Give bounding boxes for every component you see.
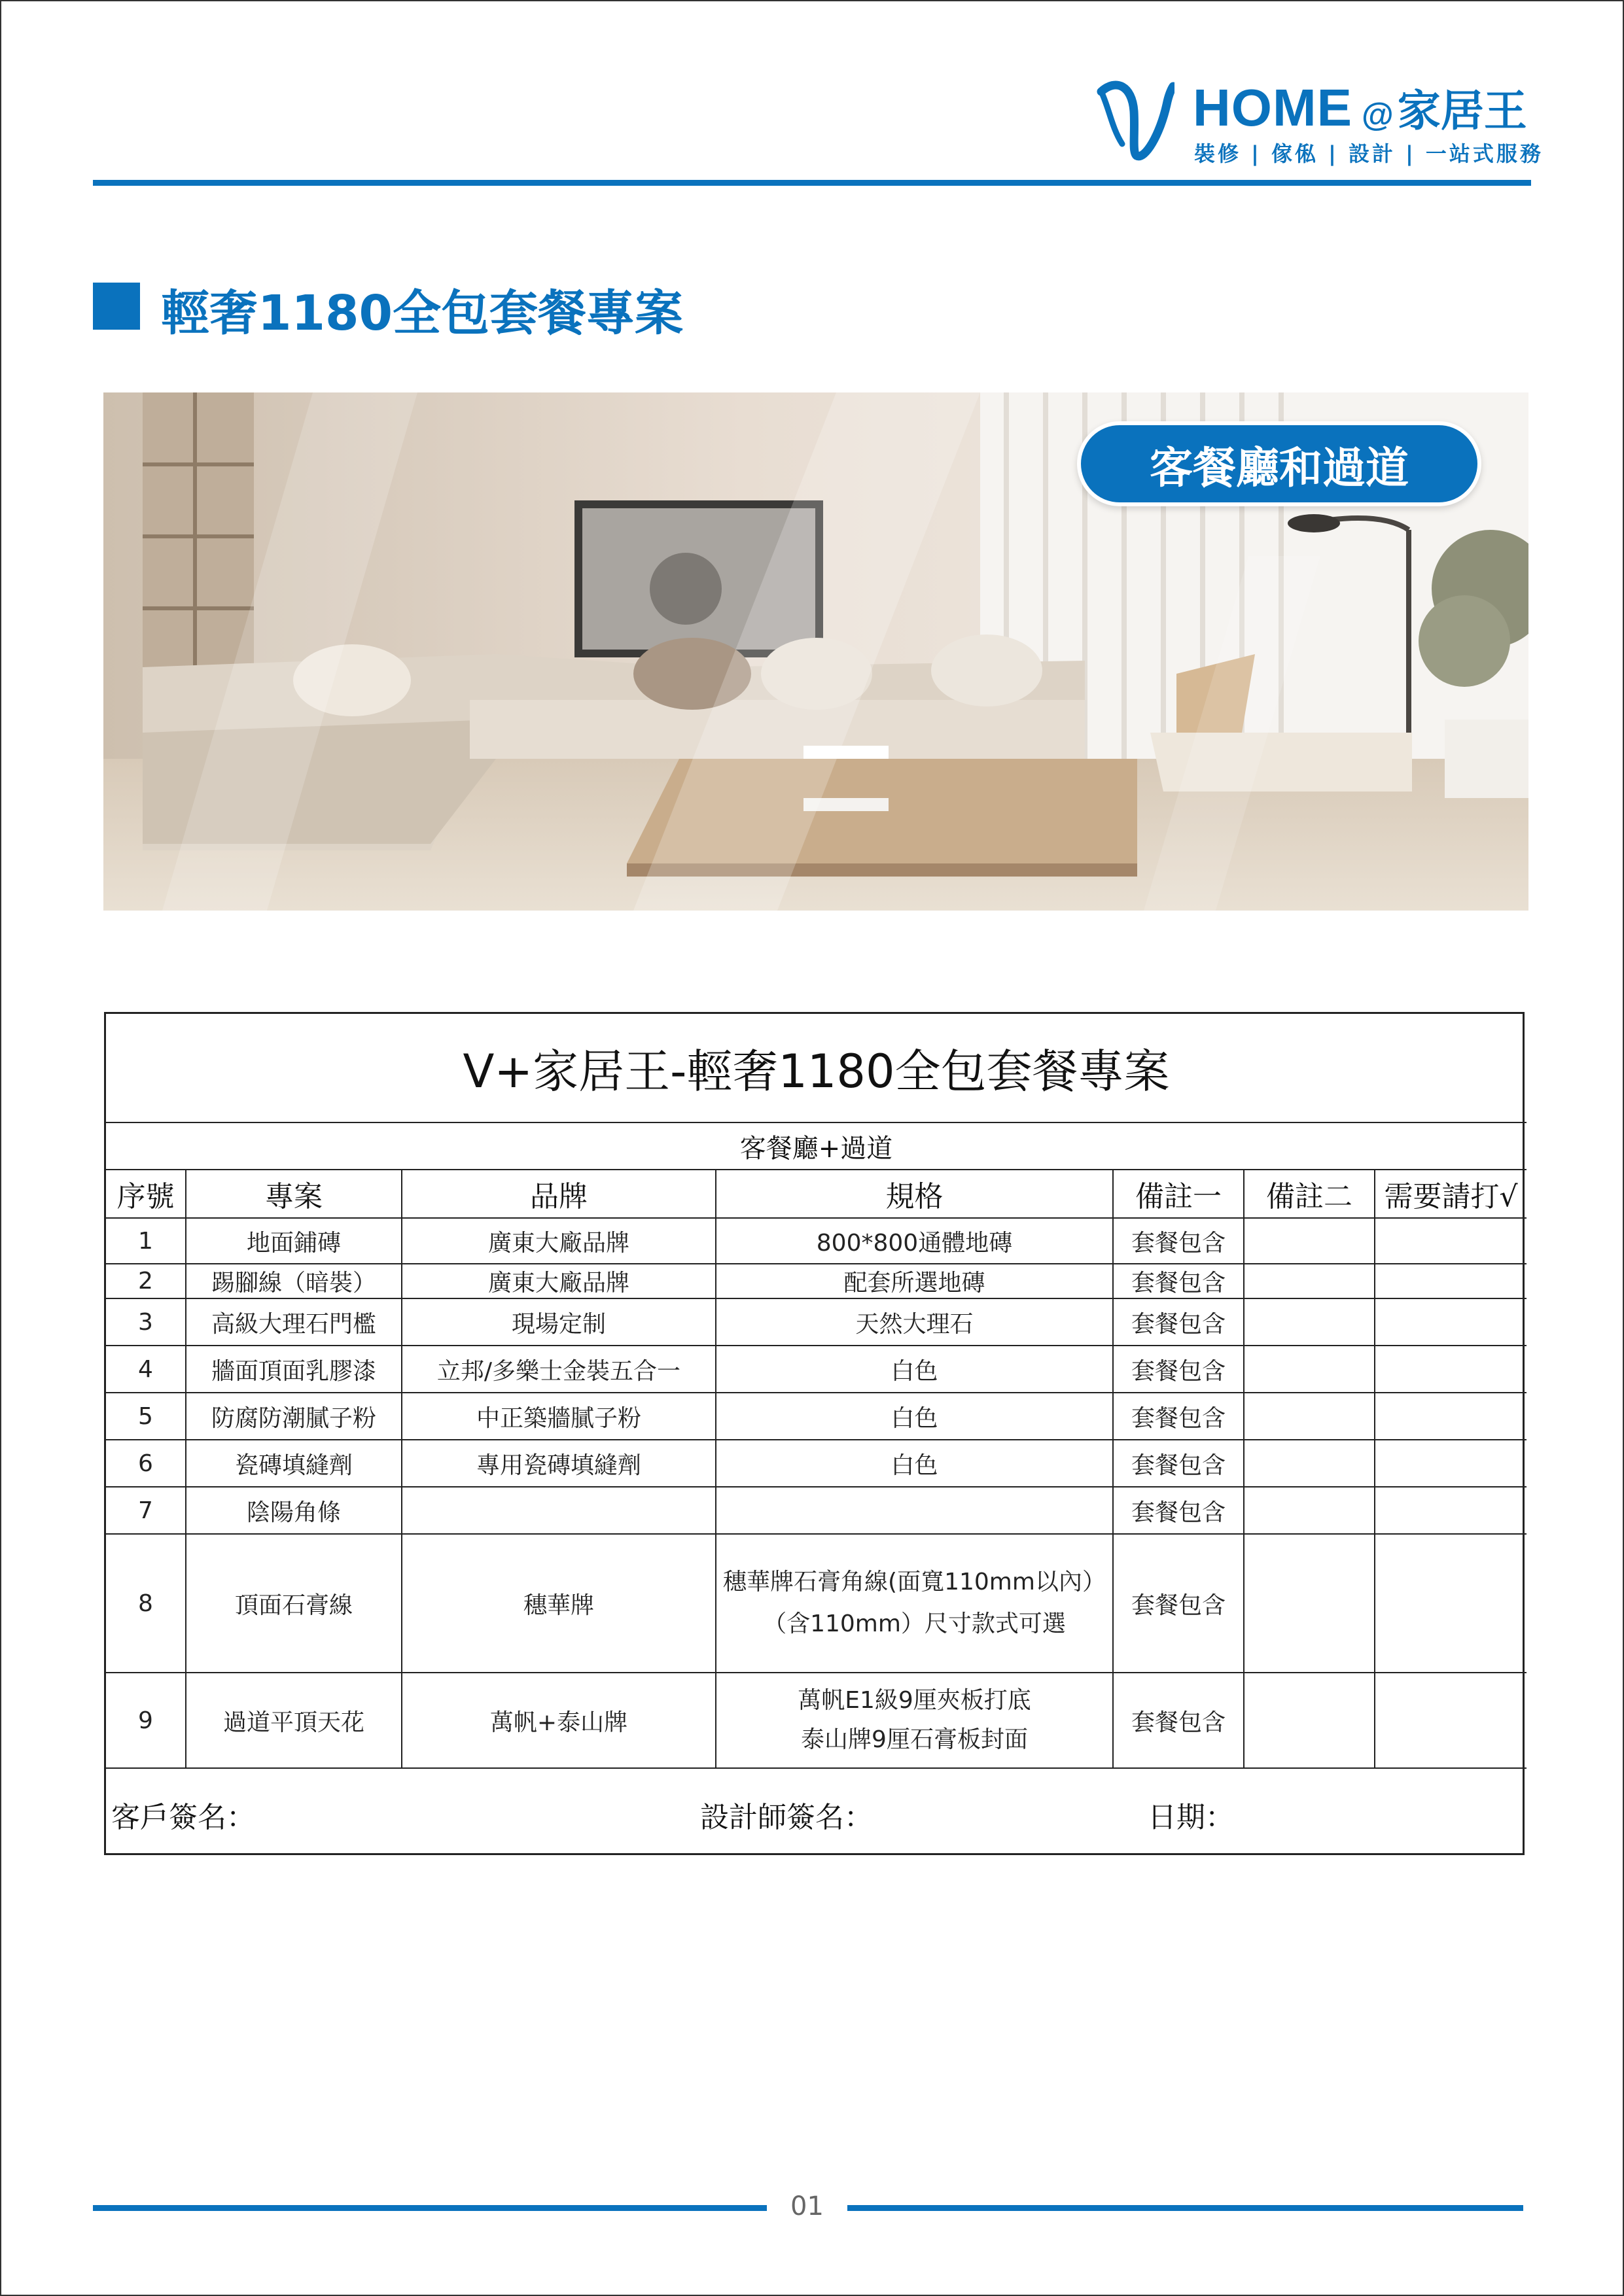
footer-rule-left [93,2205,767,2211]
designer-signature-label[interactable]: 設計師簽名： [700,1801,873,1834]
cell-item: 頂面石膏線 [186,1534,402,1673]
cell-check[interactable] [1375,1673,1527,1768]
table-title-row [106,1014,1527,1122]
cell-note2 [1244,1534,1375,1673]
header-note2: 備註二 [1244,1170,1375,1218]
cell-no: 4 [106,1346,186,1393]
cell-brand: 廣東大廠品牌 [402,1218,716,1264]
header-item: 專案 [186,1170,402,1218]
cell-brand [402,1487,716,1534]
cell-check[interactable] [1375,1298,1527,1346]
table-row [106,1298,1527,1346]
cell-check[interactable] [1375,1440,1527,1487]
brand-logo [1096,72,1544,170]
table-title: V+家居王-輕奢1180全包套餐專案 [106,1014,1527,1122]
hero-image [103,392,1528,911]
cell-item: 過道平頂天花 [186,1673,402,1768]
table-row [106,1440,1527,1487]
brand-tagline: 裝修 | 傢俬 | 設計 | 一站式服務 [1194,141,1544,166]
brand-cn: 家居王 [1397,86,1527,136]
cell-item: 防腐防潮膩子粉 [186,1393,402,1440]
date-label[interactable]: 日期： [1148,1801,1234,1834]
cell-note2 [1244,1393,1375,1440]
cell-brand: 現場定制 [402,1298,716,1346]
cell-item: 高級大理石門檻 [186,1298,402,1346]
table-row [106,1264,1527,1298]
cell-note1: 套餐包含 [1113,1440,1244,1487]
brand-name [1193,76,1527,138]
page-title: 輕奢1180全包套餐專案 [161,285,683,341]
header-check: 需要請打√ [1375,1170,1527,1218]
cell-brand: 立邦/多樂士金裝五合一 [402,1346,716,1393]
cell-brand: 廣東大廠品牌 [402,1264,716,1298]
package-table-grid [106,1014,1527,1855]
cell-note2 [1244,1673,1375,1768]
cell-no: 3 [106,1298,186,1346]
signature-cell [106,1768,1527,1855]
v-logo-icon [1096,72,1174,164]
table-row [106,1534,1527,1673]
cell-note1: 套餐包含 [1113,1346,1244,1393]
cell-spec-line: （含110mm）尺寸款式可選 [763,1610,1066,1637]
cell-spec-line: 萬帆E1級9厘夾板打底 [798,1687,1031,1714]
cell-check[interactable] [1375,1346,1527,1393]
page-number: 01 [790,2191,824,2221]
cell-no: 8 [106,1534,186,1673]
cell-item: 瓷磚填縫劑 [186,1440,402,1487]
cell-brand: 萬帆+泰山牌 [402,1673,716,1768]
cell-note1: 套餐包含 [1113,1264,1244,1298]
cell-note2 [1244,1346,1375,1393]
cell-note2 [1244,1264,1375,1298]
cell-item: 牆面頂面乳膠漆 [186,1346,402,1393]
table-header-row [106,1170,1527,1218]
cell-item: 地面鋪磚 [186,1218,402,1264]
cell-no: 2 [106,1264,186,1298]
cell-no: 1 [106,1218,186,1264]
table-row [106,1487,1527,1534]
cell-spec: 白色 [716,1346,1113,1393]
cell-no: 6 [106,1440,186,1487]
cell-no: 5 [106,1393,186,1440]
brand-at: @ [1362,96,1394,133]
cell-item: 陰陽角條 [186,1487,402,1534]
cell-spec: 白色 [716,1440,1113,1487]
cell-check[interactable] [1375,1487,1527,1534]
cell-note1: 套餐包含 [1113,1673,1244,1768]
header-spec: 規格 [716,1170,1113,1218]
cell-spec: 800*800通體地磚 [716,1218,1113,1264]
cell-check[interactable] [1375,1218,1527,1264]
cell-item: 踢腳線（暗裝） [186,1264,402,1298]
cell-check[interactable] [1375,1264,1527,1298]
cell-note1: 套餐包含 [1113,1298,1244,1346]
cell-spec: 白色 [716,1393,1113,1440]
cell-note2 [1244,1440,1375,1487]
customer-signature-label[interactable]: 客戶簽名： [111,1801,255,1834]
header-no: 序號 [106,1170,186,1218]
cell-check[interactable] [1375,1534,1527,1673]
cell-note1: 套餐包含 [1113,1487,1244,1534]
cell-spec-line: 穗華牌石膏角線(面寬110mm以內） [723,1569,1106,1595]
cell-note1: 套餐包含 [1113,1534,1244,1673]
table-row [106,1346,1527,1393]
cell-no: 9 [106,1673,186,1768]
footer-rule-right [847,2205,1523,2211]
cell-spec [716,1673,1113,1768]
signature-row [106,1768,1527,1855]
cell-spec [716,1534,1113,1673]
cell-check[interactable] [1375,1393,1527,1440]
cell-spec-line: 泰山牌9厘石膏板封面 [801,1726,1028,1753]
cell-spec: 配套所選地磚 [716,1264,1113,1298]
package-table [104,1012,1525,1855]
cell-brand: 中正築牆膩子粉 [402,1393,716,1440]
cell-spec [716,1487,1113,1534]
table-section-row [106,1122,1527,1170]
cell-brand: 專用瓷磚填縫劑 [402,1440,716,1487]
table-row [106,1218,1527,1264]
cell-spec: 天然大理石 [716,1298,1113,1346]
brand-home: HOME [1193,78,1352,137]
cell-note1: 套餐包含 [1113,1393,1244,1440]
table-row [106,1673,1527,1768]
cell-note1: 套餐包含 [1113,1218,1244,1264]
header-rule [93,180,1531,186]
cell-brand: 穗華牌 [402,1534,716,1673]
cell-no: 7 [106,1487,186,1534]
header-note1: 備註一 [1113,1170,1244,1218]
hero-badge: 客餐廳和過道 [1077,421,1481,506]
header-brand: 品牌 [402,1170,716,1218]
table-section-label: 客餐廳+過道 [106,1122,1527,1170]
title-square-icon [93,283,140,330]
cell-note2 [1244,1298,1375,1346]
table-row [106,1393,1527,1440]
cell-note2 [1244,1487,1375,1534]
cell-note2 [1244,1218,1375,1264]
